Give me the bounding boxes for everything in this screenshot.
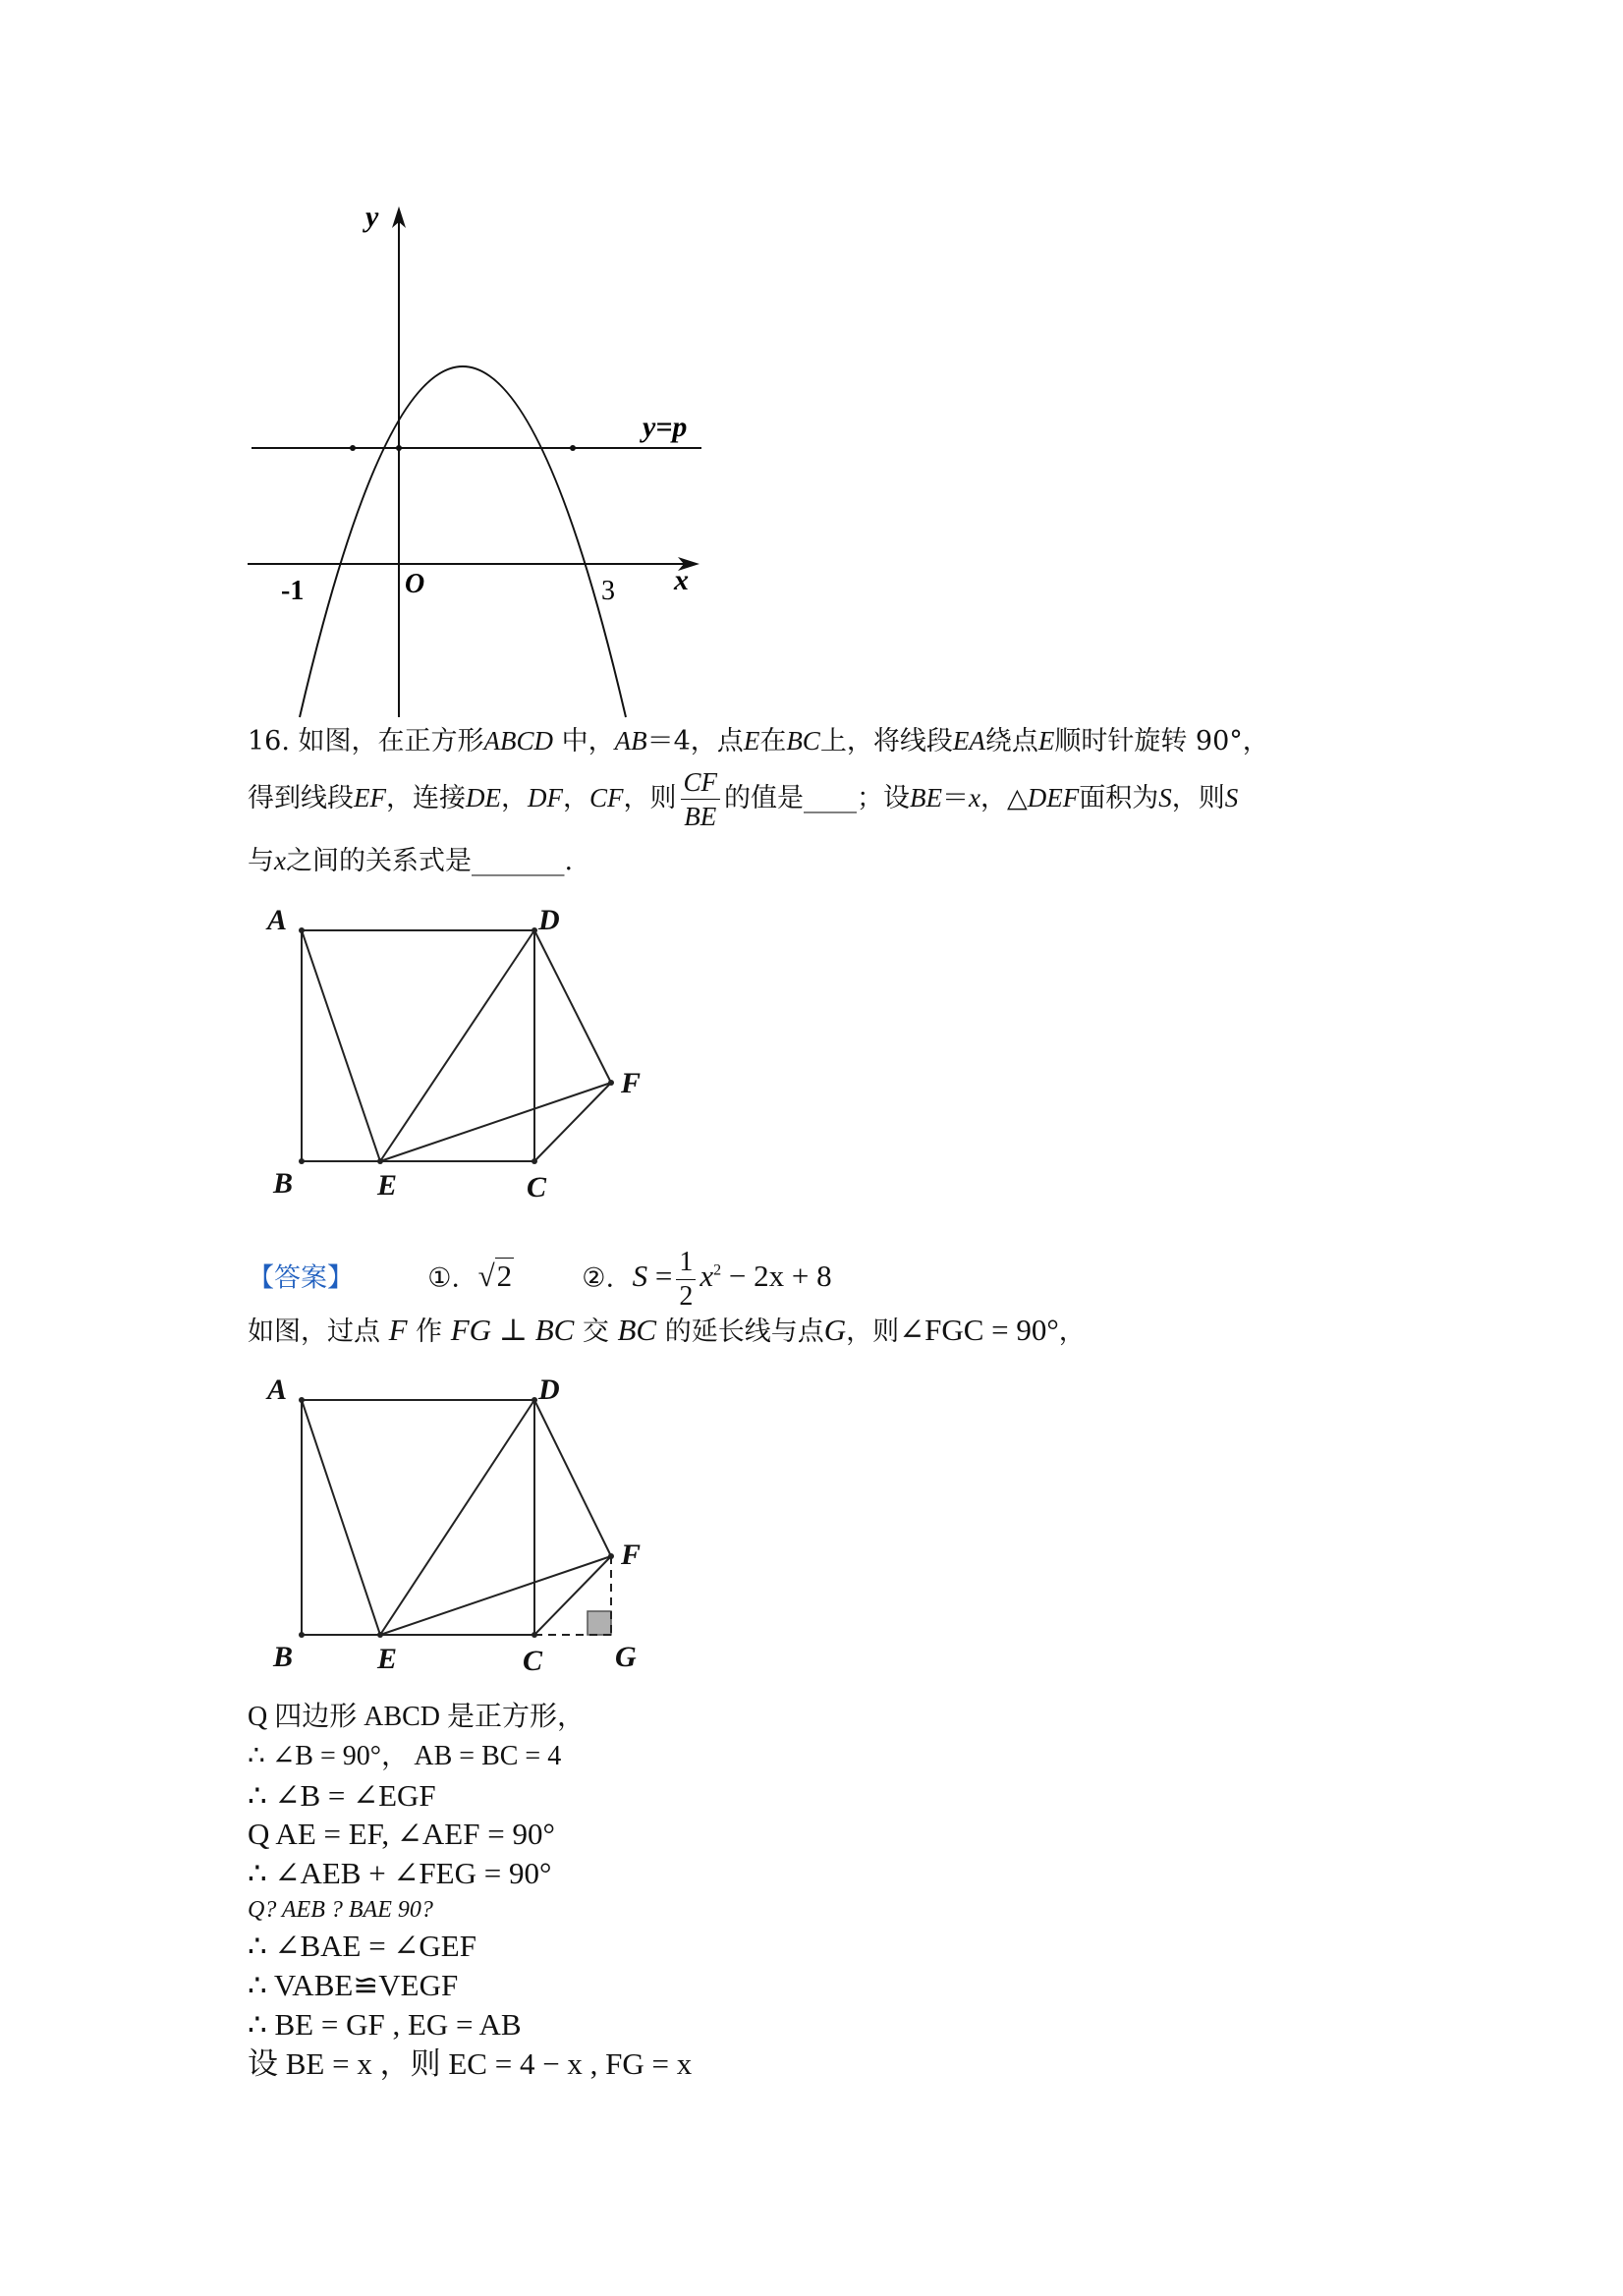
cf-over-be-fraction: $\frac{CF}{BE}$ <box>681 765 721 833</box>
origin-label: O <box>405 569 425 599</box>
solution-step: ∴ ∠B = 90°， AB = BC = 4 <box>248 1741 562 1771</box>
label-a: A <box>267 1373 288 1406</box>
solution-step: Q? AEB ? BAE 90? <box>248 1897 433 1923</box>
solution-step: ∴ ∠B = ∠EGF <box>248 1778 436 1813</box>
one-half-fraction: $\frac{1}{2}$ <box>676 1246 696 1314</box>
point-e <box>377 1158 383 1164</box>
solution-intro: 如图，过点 F 作 FG ⊥ BC 交 BC 的延长线与点G，则∠FGC = 90°， <box>248 1313 1086 1347</box>
point-a <box>299 927 305 933</box>
label-b: B <box>273 1641 294 1673</box>
solution-step: ∴ ∠BAE = ∠GEF <box>248 1929 476 1963</box>
solution-step: ∴ VABE≌VEGF <box>248 1968 459 2002</box>
solution-step: Q 四边形 ABCD 是正方形， <box>248 1702 586 1732</box>
square-figure-1 <box>255 896 668 1210</box>
label-e: E <box>377 1169 398 1202</box>
label-c: C <box>527 1171 547 1204</box>
parabola-graph <box>236 196 727 727</box>
segment-de <box>380 1400 534 1635</box>
intersection-point <box>570 445 576 451</box>
answer-line <box>248 1242 832 1314</box>
question-16-line-1: 16. 如图，在正方形ABCD 中，AB＝4，点E在BC上，将线段EA绕点E顺时针旋转 90°， <box>248 726 1269 756</box>
line-label: y=p <box>643 411 688 443</box>
solution-steps <box>248 1698 692 2084</box>
answer-tag: 【答案】 <box>248 1262 354 1294</box>
y-axis-label: y <box>365 200 379 233</box>
label-f: F <box>621 1539 642 1571</box>
answer-1-label: ①. <box>427 1262 460 1294</box>
point-c <box>532 1632 537 1638</box>
segment-df <box>534 930 611 1083</box>
answer-2-formula: S = $\frac{1}{2}$ $x^2 - 2x + 8$ <box>632 1246 832 1312</box>
segment-ae <box>302 1400 380 1635</box>
right-root-label: 3 <box>601 576 615 606</box>
point-d <box>532 927 537 933</box>
right-angle-mark <box>588 1611 611 1635</box>
solution-step: ∴ BE = GF , EG = AB <box>248 2007 522 2042</box>
segment-ef <box>380 1083 611 1161</box>
square-figure-2 <box>255 1366 668 1690</box>
question-16-line-2: 得到线段EF，连接DE，DF，CF，则 $\frac{CF}{BE}$ 的值是____；设BE＝x，△DEF面积为S，则S <box>248 767 1239 831</box>
label-g: G <box>615 1641 637 1673</box>
segment-ef <box>380 1556 611 1635</box>
label-a: A <box>267 904 288 936</box>
point-c <box>532 1158 537 1164</box>
solution-step: Q AE = EF, ∠AEF = 90° <box>248 1817 555 1851</box>
point-f <box>608 1080 614 1086</box>
label-f: F <box>621 1067 642 1099</box>
segment-ae <box>302 930 380 1161</box>
question-16-line-3: 与x之间的关系式是_______. <box>248 846 574 876</box>
left-root-label: -1 <box>281 576 305 606</box>
answer-1-value: √2 <box>477 1259 513 1294</box>
point-d <box>532 1397 537 1403</box>
intersection-point <box>350 445 356 451</box>
label-d: D <box>538 1373 560 1406</box>
intersection-point <box>396 445 402 451</box>
point-b <box>299 1632 305 1638</box>
point-e <box>377 1632 383 1638</box>
point-a <box>299 1397 305 1403</box>
segment-de <box>380 930 534 1161</box>
square-abcd <box>302 1400 534 1635</box>
parabola-curve <box>300 366 626 717</box>
solution-step: ∴ ∠AEB + ∠FEG = 90° <box>248 1856 552 1890</box>
x-axis-label: x <box>674 564 689 596</box>
label-e: E <box>377 1643 398 1675</box>
point-f <box>608 1553 614 1559</box>
segment-cf <box>534 1083 611 1161</box>
solution-step: 设 BE = x ，则 EC = 4 − x , FG = x <box>248 2046 693 2081</box>
segment-df <box>534 1400 611 1556</box>
point-b <box>299 1158 305 1164</box>
square-abcd <box>302 930 534 1161</box>
label-b: B <box>273 1167 294 1200</box>
label-c: C <box>523 1645 543 1677</box>
label-d: D <box>538 904 560 936</box>
answer-2-label: ②. <box>582 1262 615 1294</box>
